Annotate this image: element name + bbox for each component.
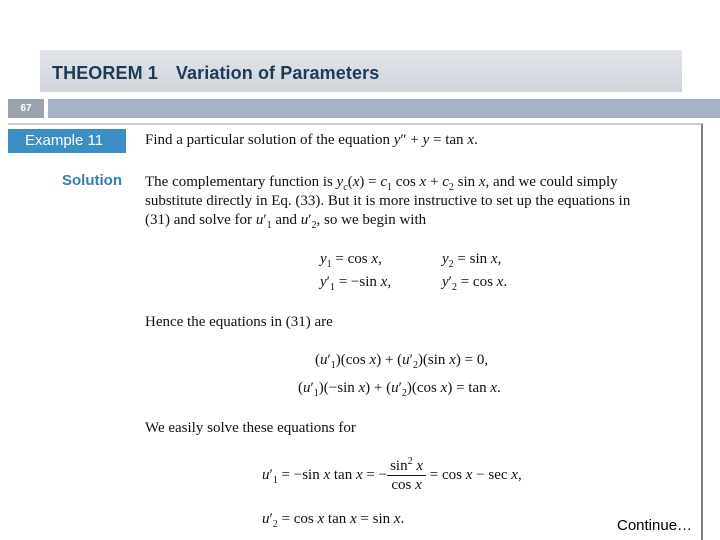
basis-y1-prime: $y'_1 = -\sin$ x, (320, 274, 392, 293)
result-u1: $u'_1 = -\sin$ x tan x = − $\frac{\sin^2 x}{\text{cos x}}$ = cos x − sec x, (262, 456, 522, 493)
basis-y2-prime: $y'_2 = \cos x$. (442, 274, 508, 293)
solution-intro-line-2: substitute directly in Eq. (33). But it is more instructive to set up the equations in (145, 193, 631, 209)
system-equation-2: $(u'_1)(-\sin$ $x) + (u'_2)(\cos$ x) = tan x. (298, 380, 501, 399)
sin-squared-over-cos-fraction: $\frac{\sin^2 x}{\text{cos x}}$ (387, 457, 426, 494)
solution-intro-line-1: The complementary function is $y_c(x) = c_1$ $\cos x + c_2$ sin x, and we could simply (145, 174, 618, 193)
theorem-banner (40, 50, 682, 92)
solution-label: Solution (62, 172, 122, 189)
example-tab: Example 11 (8, 129, 126, 153)
solution-intro-line-3: (31) and solve for $u'_1$ and $u'_2$, so we begin with (145, 212, 427, 231)
theorem-heading (52, 63, 379, 84)
example-problem: Find a particular solution of the equation y″ + y = tan x. (145, 132, 478, 148)
slide-number: 67 (8, 99, 44, 118)
theorem-title: Variation of Parameters (175, 63, 380, 83)
solve-text: We easily solve these equations for (145, 420, 356, 436)
basis-y1: $y_1 = \cos x$, (320, 251, 382, 270)
hence-text: Hence the equations in (31) are (145, 314, 333, 330)
theorem-label: THEOREM 1 (52, 63, 158, 83)
result-u2: $u'_2 = \cos x$ tan x = sin x. (262, 511, 405, 530)
header-bar (48, 99, 720, 118)
basis-y2: $y_2 = \sin x$, (442, 251, 502, 270)
system-equation-1: $(u'_1)(\cos$ $x) + (u'_2)(\sin$ x) = 0, (315, 352, 489, 371)
continue-label: Continue… (617, 517, 693, 534)
